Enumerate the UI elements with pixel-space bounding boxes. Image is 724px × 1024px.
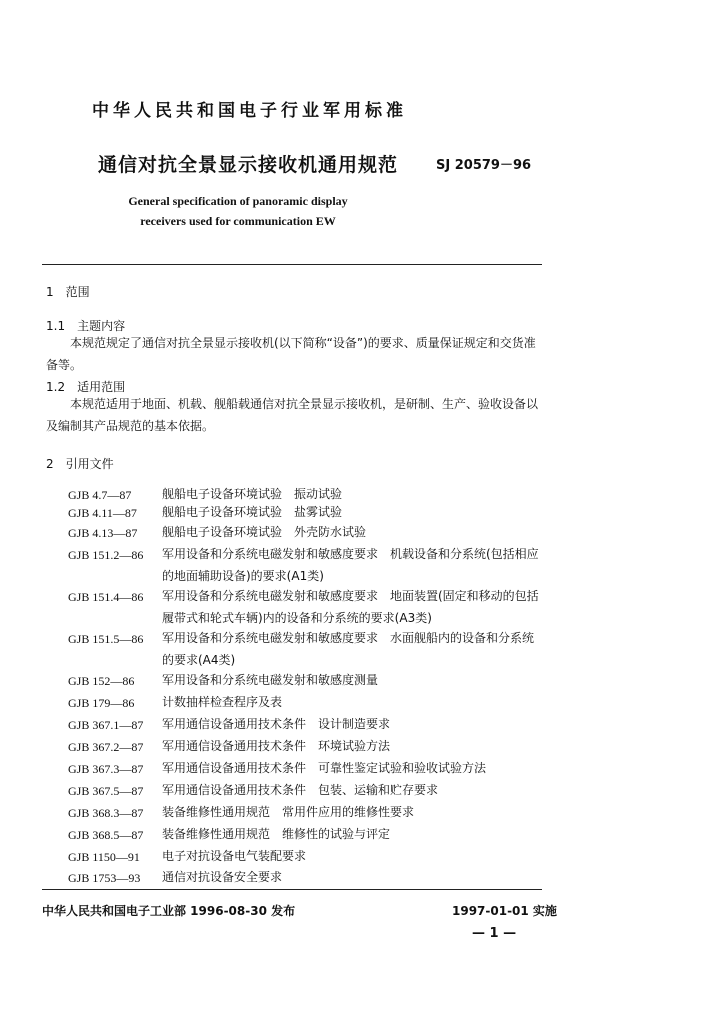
reference-code: GJB 152—86 [68, 674, 135, 688]
reference-title: 电子对抗设备电气装配要求 [162, 849, 307, 863]
title-en-line-1: General specification of panoramic display [128, 194, 348, 208]
reference-title: 军用设备和分系统电磁发射和敏感度要求 水面舰船内的设备和分系统的要求(A4类) [162, 631, 535, 667]
reference-title: 装备维修性通用规范 维修性的试验与评定 [162, 827, 391, 841]
reference-title: 舰船电子设备环境试验 盐雾试验 [162, 505, 343, 519]
reference-code: GJB 1150—91 [68, 850, 140, 864]
reference-title: 计数抽样检查程序及表 [162, 695, 283, 709]
reference-title: 军用设备和分系统电磁发射和敏感度要求 地面装置(固定和移动的包括履带式和轮式车辆)内的设备和分系统的要求(A3类) [162, 589, 539, 625]
reference-code: GJB 367.5—87 [68, 784, 144, 798]
reference-title: 舰船电子设备环境试验 外壳防水试验 [162, 525, 367, 539]
section-1-2-text: 本规范适用于地面、机载、舰船载通信对抗全景显示接收机，是研制、生产、验收设备以及编制其产品规范的基本依据。 [46, 397, 539, 433]
footer-rule [42, 889, 542, 890]
reference-code: GJB 4.11—87 [68, 506, 137, 520]
standard-code: SJ 20579－96 [436, 158, 532, 173]
reference-code: GJB 367.1—87 [68, 718, 144, 732]
reference-title: 军用设备和分系统电磁发射和敏感度要求 机载设备和分系统(包括相应的地面辅助设备)的要求(A1类) [162, 547, 539, 583]
reference-code: GJB 179—86 [68, 696, 135, 710]
reference-code: GJB 368.5—87 [68, 828, 144, 842]
section-2-heading: 2 引用文件 [46, 457, 114, 471]
header-rule [42, 264, 542, 265]
effective-date: 1997-01-01 实施 [452, 904, 557, 918]
reference-title: 军用通信设备通用技术条件 包装、运输和贮存要求 [162, 783, 439, 797]
reference-code: GJB 4.7—87 [68, 488, 132, 502]
reference-code: GJB 1753—93 [68, 871, 141, 885]
reference-title: 军用通信设备通用技术条件 环境试验方法 [162, 739, 391, 753]
reference-code: GJB 367.2—87 [68, 740, 144, 754]
issue-date: 中华人民共和国电子工业部 1996-08-30 发布 [42, 904, 296, 918]
standard-type-heading: 中华人民共和国电子行业军用标准 [92, 101, 407, 121]
reference-title: 军用设备和分系统电磁发射和敏感度测量 [162, 673, 379, 687]
page-number: — 1 — [472, 926, 517, 941]
reference-title: 通信对抗设备安全要求 [162, 870, 283, 884]
reference-code: GJB 4.13—87 [68, 526, 138, 540]
reference-code: GJB 151.2—86 [68, 548, 144, 562]
reference-code: GJB 151.4—86 [68, 590, 144, 604]
document-title-en [110, 191, 366, 231]
reference-title: 装备维修性通用规范 常用件应用的维修性要求 [162, 805, 415, 819]
reference-code: GJB 367.3—87 [68, 762, 144, 776]
reference-title: 舰船电子设备环境试验 振动试验 [162, 487, 343, 501]
section-1-1-heading: 1.1 主题内容 [46, 319, 126, 333]
section-1-2-heading: 1.2 适用范围 [46, 380, 126, 394]
reference-title: 军用通信设备通用技术条件 可靠性鉴定试验和验收试验方法 [162, 761, 487, 775]
document-title-cn: 通信对抗全景显示接收机通用规范 [98, 154, 399, 176]
section-1-heading: 1 范围 [46, 285, 90, 299]
section-1-1-text: 本规范规定了通信对抗全景显示接收机(以下简称“设备”)的要求、质量保证规定和交货准备等。 [46, 336, 536, 372]
reference-code: GJB 151.5—86 [68, 632, 144, 646]
reference-title: 军用通信设备通用技术条件 设计制造要求 [162, 717, 391, 731]
reference-code: GJB 368.3—87 [68, 806, 144, 820]
title-en-line-2: receivers used for communication EW [140, 214, 336, 228]
